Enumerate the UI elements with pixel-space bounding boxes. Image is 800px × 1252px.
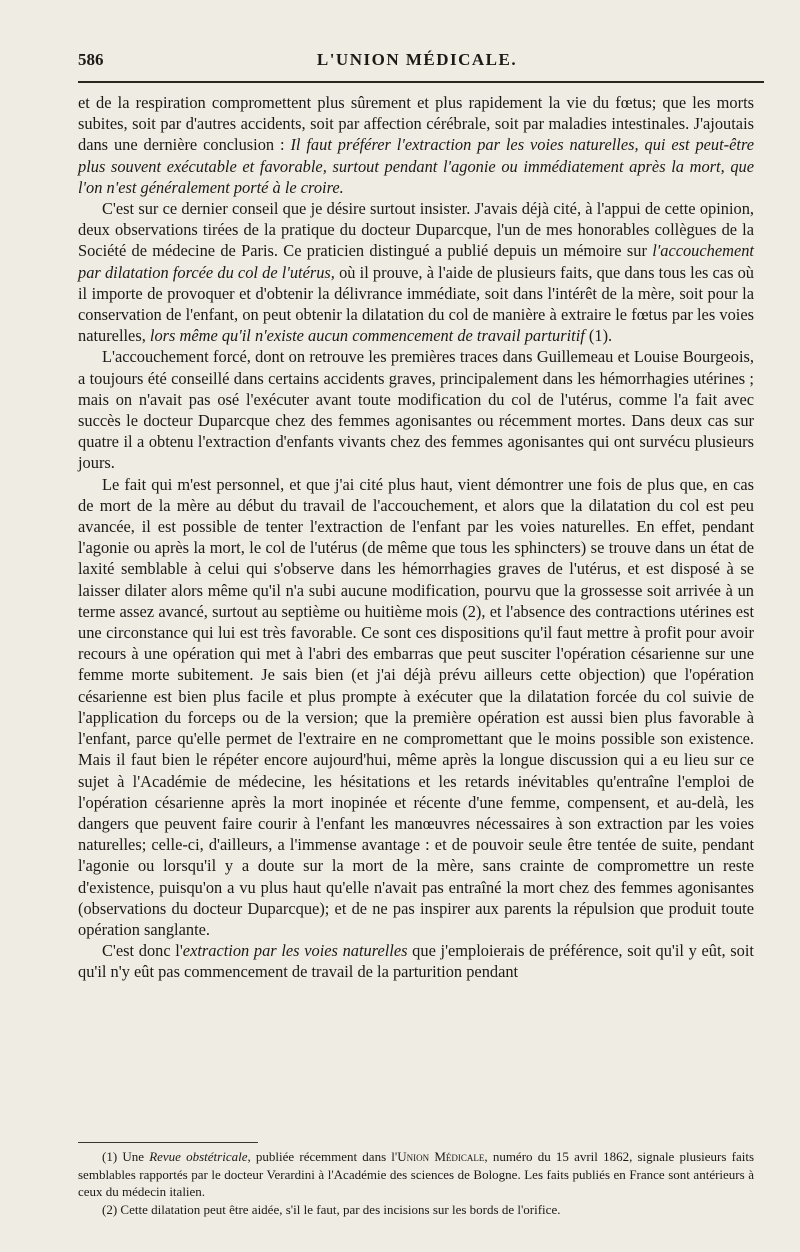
text-run: (2) Cette dilatation peut être aidée, s'il le faut, par des incisions sur les bords de l'orifice. [102,1201,561,1217]
text-run: (1) Une [102,1149,150,1164]
text-run: où il prouve, à l'aide de plusieurs faits, que dans tous les cas où il importe de provoquer et d'obtenir la délivrance immédiate, soit dans l'intérêt de la mère, soit pour la conservation de l'enfant, on peut obtenir la dilatation du col de manière à extraire le fœtus par les voies naturelles, [78,262,755,346]
paragraph-5 [78,940,754,982]
paragraph-4 [78,474,754,940]
text-run: C'est donc l' [102,941,183,961]
running-header [78,50,756,76]
italic-text: lors même qu'il n'existe aucun commencement de travail parturitif [149,326,585,346]
paragraph-2 [78,198,754,346]
text-run: et de la respiration compromettent plus sûrement et plus rapidement la vie du fœtus; que les morts subites, soit par d'autres accidents, soit par affection cérébrale, soit par maladies intestinales. J'ajoutais dans une dernière conclusion : [78,93,754,155]
text-run: (1). [584,326,613,346]
italic-text: Revue obstétricale [149,1149,248,1164]
footnotes [78,1148,754,1218]
text-run: que j'emploierais de préférence, soit qu'il y eût, soit qu'il n'y eût pas commencement de travail de la parturition pendant [78,941,754,982]
page-number: 586 [78,50,104,69]
footnote-2 [78,1201,754,1219]
text-run: C'est sur ce dernier conseil que je désire surtout insister. J'avais déjà cité, à l'appui de cette opinion, deux observations tirées de la pratique du docteur Duparcque, l'un de mes honorables collègues de la Société de médecine de Paris. Ce praticien distingué a publié depuis un mémoire sur [78,199,754,261]
article-body [78,92,754,983]
italic-text: Il faut préférer l'extraction par les voies naturelles, qui est peut-être plus souvent exécutable et favorable, surtout pendant l'agonie ou immédiatement après la mort, que l'on n'est généralement porté à le croire. [78,135,754,197]
header-rule [78,81,764,83]
paragraph-1 [78,92,754,198]
footnote-rule [78,1142,258,1143]
text-run: L'accouchement forcé, dont on retrouve les premières traces dans Guillemeau et Louise Bourgeois, a toujours été conseillé dans certains accidents graves, principalement dans les hémorrhagies utérines ; mais on n'avait pas osé l'exécuter avant toute modification du col de l'utérus, comme l'a fait avec succès le docteur Duparcque chez des femmes agonisantes ou récemment mortes. Dans deux cas sur quatre il a obtenu l'extraction d'enfants vivants chez des femmes agonisantes qui ont survécu plusieurs jours. [78,347,754,473]
paragraph-3 [78,346,754,473]
italic-text: extraction par les voies naturelles [182,941,408,961]
text-run: , publiée récemment dans l' [247,1149,398,1164]
text-run: Le fait qui m'est personnel, et que j'ai cité plus haut, vient démontrer une fois de plus que, en cas de mort de la mère au début du travail de l'accouchement, et alors que la dilatation du col est peu avancée, il est possible de tenter l'extraction de l'enfant par les voies naturelles. En effet, pendant l'agonie ou après la mort, le col de l'utérus (de même que tous les sphincters) se trouve dans un état de laxité semblable à celui qui s'observe dans les hémorrhagies graves de l'utérus, et est disposé à se laisser dilater alors même qu'il n'a subi aucune modification, pourvu que la grossesse soit arrivée à un terme assez avancé, surtout au septième ou huitième mois (2), et l'absence des contractions utérines est une circonstance qui lui est très favorable. Ce sont ces dispositions qu'il faut mettre à profit pour avoir recours à une opération qui met à l'abri des embarras que peut susciter l'opération césarienne sur une femme morte subitement. Je sais bien (et j'ai déjà prévu ailleurs cette objection) que l'opération césarienne est bien plus facile et plus prompte à exécuter que la dilatation forcée du col suivie de l'application du forceps ou de la version; que la première opération est aussi bien plus favorable à l'enfant, parce qu'elle permet de l'extraire en ne compromettant que le moins possible son existence. Mais il faut bien le répéter encore aujourd'hui, même après la longue discussion qui a eu lieu sur ce sujet à l'Académie de médecine, les hésitations et les retards inévitables qu'entraîne l'emploi de l'opération césarienne après la mort inopinée et récente d'une femme, compensent, et au-delà, les dangers que peuvent faire courir à l'enfant les manœuvres nécessaires à son extraction par les voies naturelles; celle-ci, d'ailleurs, a l'immense avantage : et de pouvoir seule être tentée de suite, pendant l'agonie ou lorsqu'il y a doute sur la mort de la mère, sans crainte de compromettre un reste d'existence, puisqu'on a vu plus haut qu'elle n'avait pas entraîné la mort chez des femmes agonisantes (observations du docteur Duparcque); et de ne pas inspirer aux parents la répulsion que produit toute opération sanglante. [78,474,754,939]
text-run: , numéro du 15 avril 1862, signale plusieurs faits semblables rapportés par le docteur Verardini à l'Académie des sciences de Bologne. Les faits publiés en France sont antérieurs à ceux du médecin italien. [78,1149,754,1199]
text-run: Union Médicale [397,1149,485,1164]
footnote-1 [78,1148,754,1201]
italic-text: l'accouchement par dilatation forcée du col de l'utérus, [78,241,754,282]
journal-title: L'UNION MÉDICALE. [316,50,518,69]
